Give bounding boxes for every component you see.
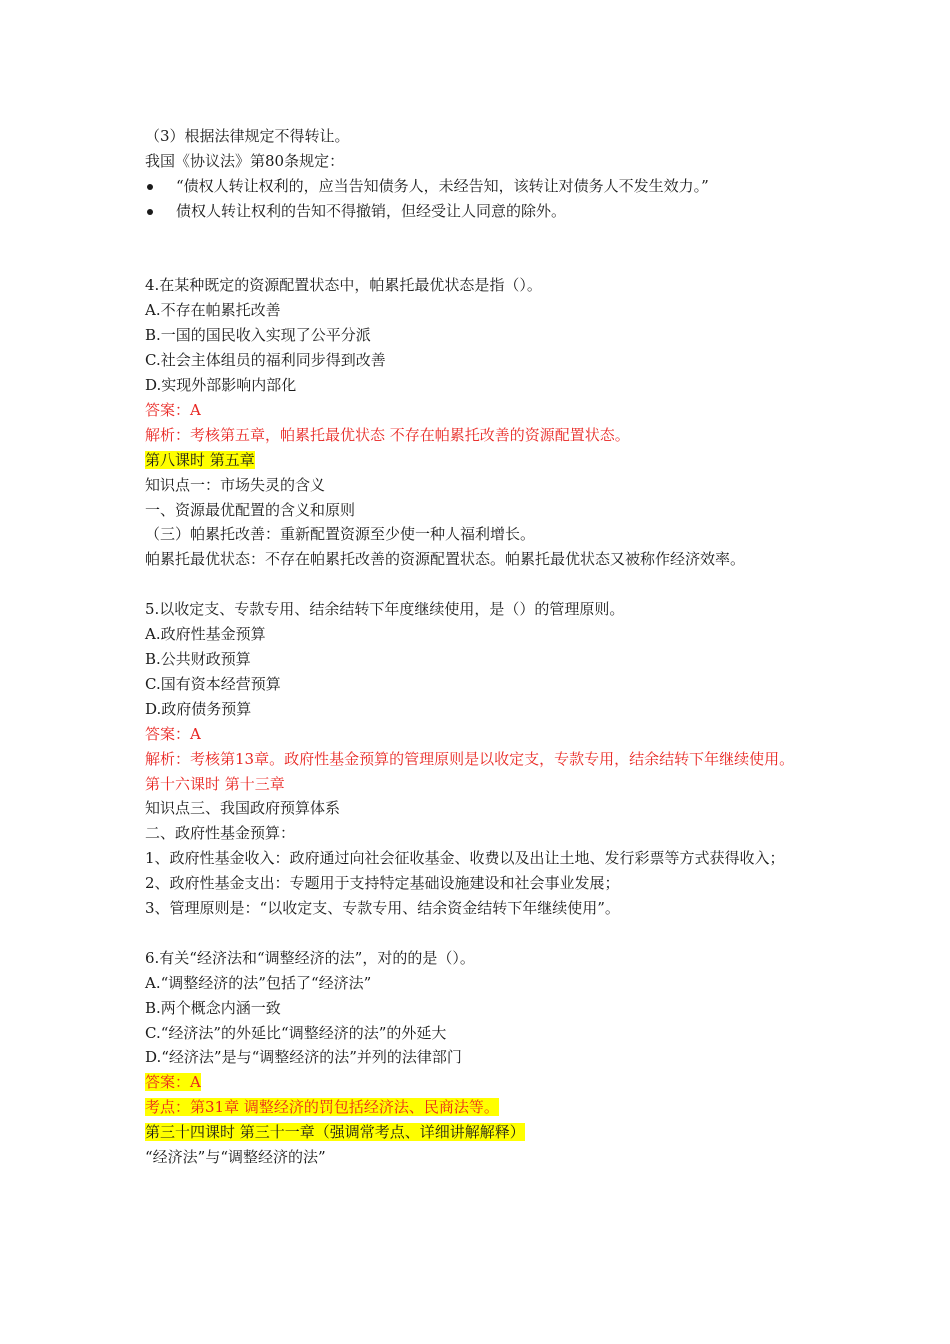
answer: 答案：A (145, 724, 201, 743)
question-5: 5.以收定支、专款专用、结余结转下年度继续使用，是（）的管理原则。 (145, 600, 625, 619)
answer: 答案：A (145, 400, 201, 419)
note-line: 1、政府性基金收入：政府通过向社会征收基金、收费以及出让土地、发行彩票等方式获得收入； (145, 849, 785, 868)
answer: 答案：A (145, 1073, 201, 1092)
note-line: 2、政府性基金支出：专题用于支持特定基础设施建设和社会事业发展； (145, 874, 620, 893)
option-b: B.两个概念内涵一致 (145, 998, 281, 1017)
lesson-reference: 第八课时 第五章 (145, 450, 255, 469)
option-b: B.公共财政预算 (145, 650, 251, 668)
intro-line: （3）根据法律规定不得转让。 (145, 127, 350, 145)
note-line: 知识点一：市场失灵的含义 (145, 475, 326, 494)
option-d: D.实现外部影响内部化 (145, 376, 297, 395)
note-line: 帕累托最优状态：不存在帕累托改善的资源配置状态。帕累托最优状态又被称作经济效率。 (145, 550, 746, 569)
lesson-reference: 第三十四课时 第三十一章（强调常考点、详细讲解解释） (145, 1123, 525, 1142)
lesson-reference: 第十六课时 第十三章 (145, 774, 285, 793)
bullet-dot-icon (147, 184, 153, 190)
option-c: C.社会主体组员的福利同步得到改善 (145, 351, 386, 370)
bullet-text: “债权人转让权利的，应当告知债务人，未经告知，该转让对债务人不发生效力。” (176, 176, 709, 195)
analysis: 解析：考核第五章，帕累托最优状态 不存在帕累托改善的资源配置状态。 (145, 425, 630, 444)
note-line: 一、资源最优配置的含义和原则 (145, 500, 356, 519)
bullet-item (145, 174, 825, 199)
bullet-dot-icon (147, 209, 153, 215)
option-a: A.政府性基金预算 (145, 625, 266, 644)
note-line: “经济法”与“调整经济的法” (145, 1148, 326, 1167)
note-line: 知识点三、我国政府预算体系 (145, 799, 341, 818)
option-c: C.“经济法”的外延比“调整经济的法”的外延大 (145, 1023, 447, 1042)
option-a: A.“调整经济的法”包括了“经济法” (145, 973, 372, 992)
question-6: 6.有关“经济法和“调整经济的法”，对的的是（）。 (145, 948, 475, 967)
note-line: 3、管理原则是：“以收定支、专款专用、结余资金结转下年继续使用”。 (145, 899, 620, 918)
option-d: D.政府债务预算 (145, 699, 252, 718)
option-a: A.不存在帕累托改善 (145, 301, 281, 320)
analysis: 解析：考核第13章。政府性基金预算的管理原则是以收定支，专款专用，结余结转下年继续使用。 (145, 749, 795, 768)
bullet-item (145, 199, 825, 224)
option-d: D.“经济法”是与“调整经济的法”并列的法律部门 (145, 1048, 462, 1067)
option-c: C.国有资本经营预算 (145, 674, 281, 693)
question-4: 4.在某种既定的资源配置状态中，帕累托最优状态是指（）。 (145, 276, 542, 295)
document-page (145, 124, 825, 1170)
keypoint: 考点：第31章 调整经济的罚包括经济法、民商法等。 (145, 1098, 499, 1117)
note-line: 二、政府性基金预算： (145, 824, 296, 843)
note-line: （三）帕累托改善：重新配置资源至少使一种人福利增长。 (145, 525, 536, 544)
option-b: B.一国的国民收入实现了公平分派 (145, 326, 371, 345)
intro-line: 我国《协议法》第80条规定： (145, 151, 345, 170)
bullet-text: 债权人转让权利的告知不得撤销，但经受让人同意的除外。 (176, 201, 567, 220)
